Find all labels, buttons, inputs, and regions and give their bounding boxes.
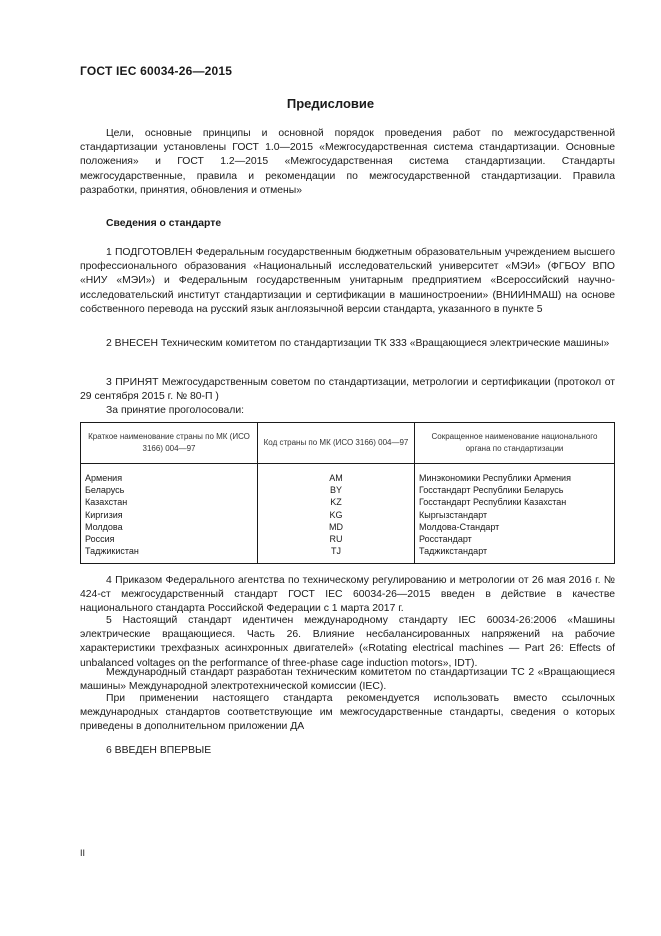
intro-paragraph: Цели, основные принципы и основной порядок проведения работ по межгосударственной стандартизации установлены ГОСТ 1.0—2015 «Межгосударственная система стандартизации. Основные положения» и ГОСТ 1.2—2015 «Межгосударственная система стандартизации. Стандарты межгосударственные, правила и рекомендации по межгосударственной стандартизации. Правила разработки, принятия, обновления и отмены» xyxy=(80,128,615,196)
table-header-row xyxy=(81,423,615,464)
code-cell: TJ xyxy=(258,545,415,564)
page-number: II xyxy=(80,848,86,858)
voting-table xyxy=(80,422,615,564)
table-row xyxy=(81,509,615,521)
item-4-paragraph: 4 Приказом Федерального агентства по техническому регулированию и метрологии от 26 мая 2016 г. № 424-ст межгосударственный стандарт ГОСТ IEC 60034-26—2015 введен в действие в качестве национального стандарта Российской Федерации с 1 марта 2017 г. xyxy=(80,575,615,615)
body-cell: Госстандарт Республики Беларусь xyxy=(415,484,615,496)
document-header: ГОСТ IEC 60034-26—2015 xyxy=(80,64,233,78)
code-cell: KG xyxy=(258,509,415,521)
country-cell: Таджикистан xyxy=(81,545,258,564)
code-cell: AM xyxy=(258,464,415,485)
item-3-vote-line: За принятие проголосовали: xyxy=(106,405,245,416)
code-cell: RU xyxy=(258,533,415,545)
page-title: Предисловие xyxy=(286,96,375,111)
table-row xyxy=(81,533,615,545)
item-3-paragraph: 3 ПРИНЯТ Межгосударственным советом по стандартизации, метрологии и сертификации (протокол от 29 сентября 2015 г. № 80-П ) xyxy=(80,377,615,403)
country-cell: Беларусь xyxy=(81,484,258,496)
body-cell: Молдова-Стандарт xyxy=(415,521,615,533)
table-header-country: Краткое наименование страны по МК (ИСО 3166) 004—97 xyxy=(81,423,258,464)
table-row xyxy=(81,464,615,485)
body-cell: Росстандарт xyxy=(415,533,615,545)
table-header-code: Код страны по МК (ИСО 3166) 004—97 xyxy=(258,423,415,464)
body-cell: Таджикстандарт xyxy=(415,545,615,564)
country-cell: Казахстан xyxy=(81,496,258,508)
table-header-body: Сокращенное наименование национального органа по стандартизации xyxy=(415,423,615,464)
table-row xyxy=(81,545,615,564)
table-row xyxy=(81,484,615,496)
table-row xyxy=(81,496,615,508)
section-heading: Сведения о стандарте xyxy=(106,218,222,229)
body-cell: Минэкономики Республики Армения xyxy=(415,464,615,485)
code-cell: BY xyxy=(258,484,415,496)
code-cell: KZ xyxy=(258,496,415,508)
country-cell: Армения xyxy=(81,464,258,485)
table-row xyxy=(81,521,615,533)
item-5-paragraph: 5 Настоящий стандарт идентичен международному стандарту IEC 60034-26:2006 «Машины электрические вращающиеся. Часть 26. Влияние несбалансированных напряжений на рабочие характеристики трехфазных асинхронных двигателей» («Rotating electrical machines — Part 26: Effects of unbalanced voltages on the performance of three-phase cage induction motors», IDT). xyxy=(80,615,615,669)
item-1-paragraph: 1 ПОДГОТОВЛЕН Федеральным государственным бюджетным образовательным учреждением высшего профессионального образования «Национальный исследовательский университет «МЭИ» (ФГБОУ ВПО «НИУ «МЭИ») и Федеральным государственным унитарным предприятием «Всероссийский научно-исследовательский институт стандартизации и сертификации в машиностроении» (ВНИИНМАШ) на основе собственного перевода на русский язык англоязычной версии стандарта, указанного в пункте 5 xyxy=(80,247,615,315)
item-5-second-paragraph: Международный стандарт разработан техническим комитетом по стандартизации ТС 2 «Вращающиеся машины» Международной электротехнической комиссии (IEC). xyxy=(80,667,615,693)
body-cell: Кыргызстандарт xyxy=(415,509,615,521)
item-6-paragraph: 6 ВВЕДЕН ВПЕРВЫЕ xyxy=(106,745,212,756)
body-cell: Госстандарт Республики Казахстан xyxy=(415,496,615,508)
code-cell: MD xyxy=(258,521,415,533)
country-cell: Киргизия xyxy=(81,509,258,521)
item-2-paragraph: 2 ВНЕСЕН Техническим комитетом по стандартизации ТК 333 «Вращающиеся электрические машины» xyxy=(106,338,610,349)
item-5-third-paragraph: При применении настоящего стандарта рекомендуется использовать вместо ссылочных международных стандартов соответствующие им межгосударственные стандарты, сведения о которых приведены в дополнительном приложении ДА xyxy=(80,693,615,733)
country-cell: Молдова xyxy=(81,521,258,533)
country-cell: Россия xyxy=(81,533,258,545)
